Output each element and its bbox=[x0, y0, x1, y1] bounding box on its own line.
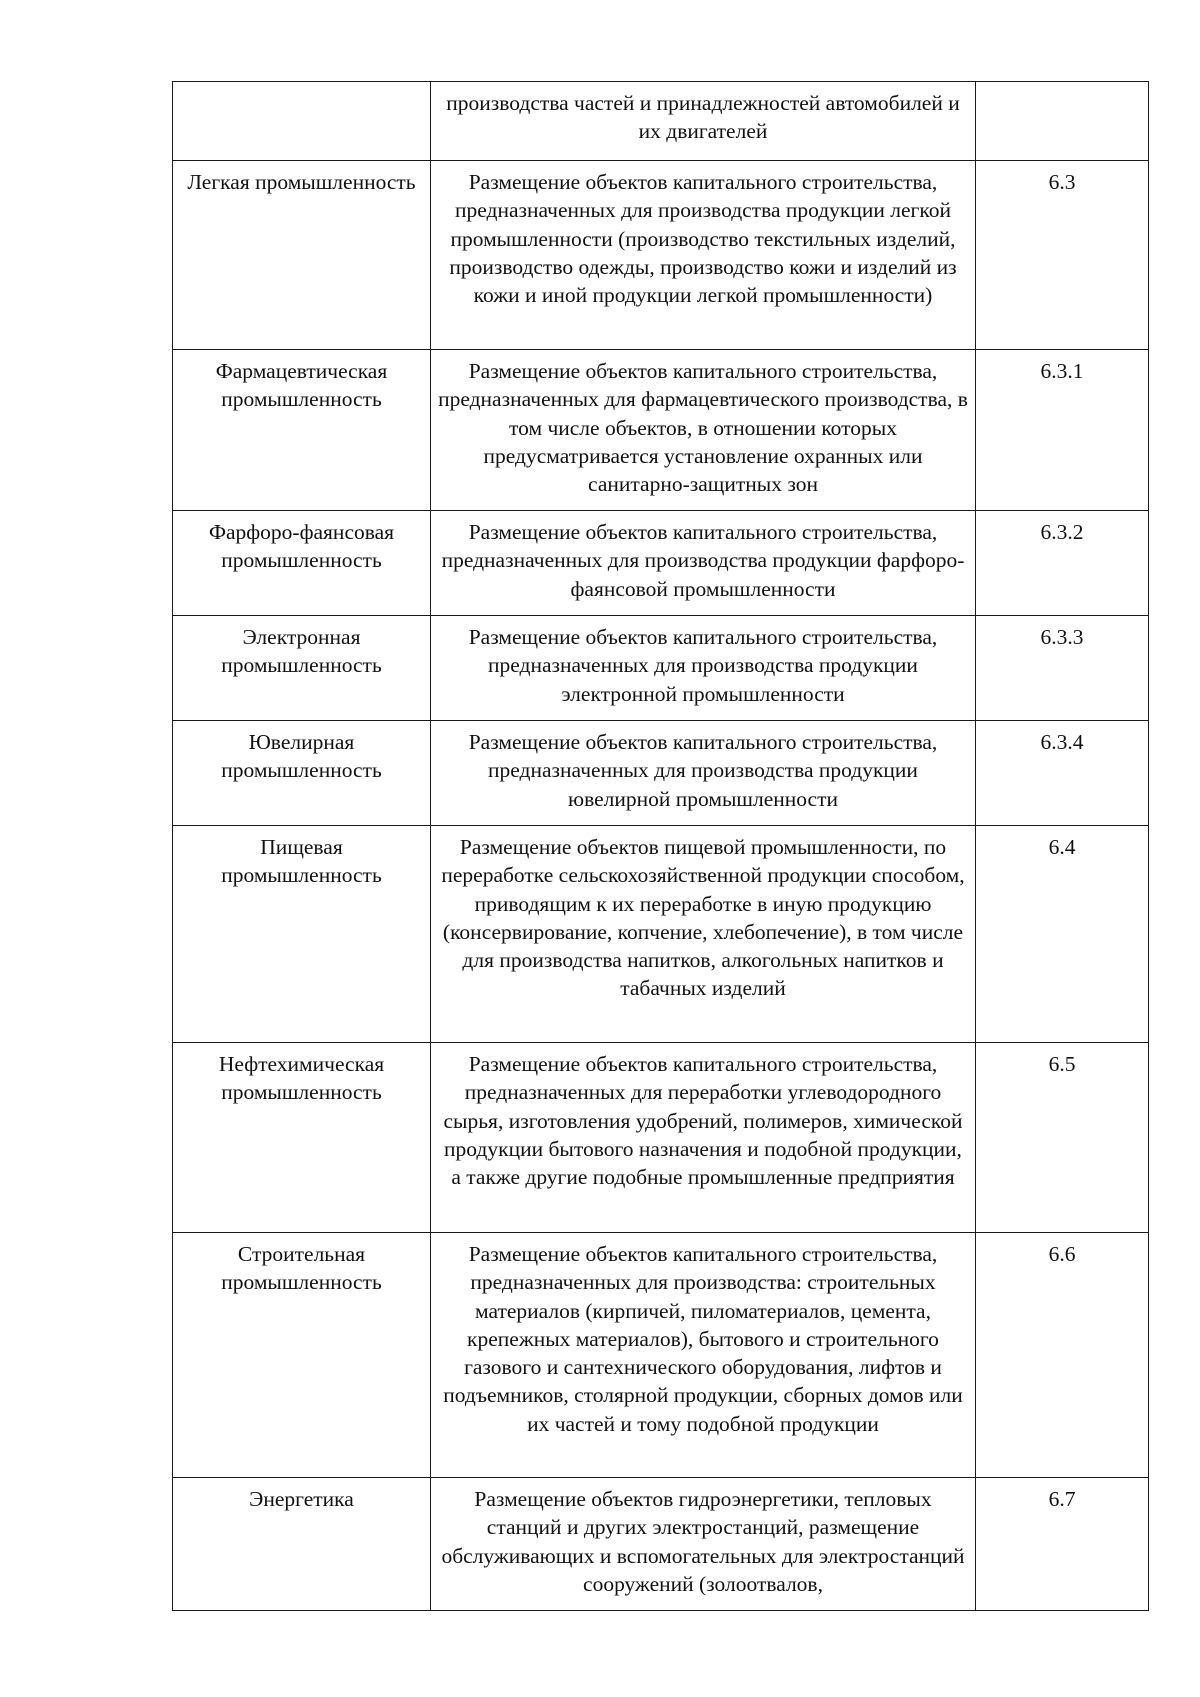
use-description-cell: Размещение объектов капитального строительства, предназначенных для производства продукции фарфоро-фаянсовой промышленности bbox=[431, 511, 976, 616]
use-name-cell bbox=[173, 82, 431, 161]
use-name-cell: Легкая промышленность bbox=[173, 161, 431, 350]
use-description-cell: Размещение объектов капитального строительства, предназначенных для фармацевтического производства, в том числе объектов, в отношении которых предусматривается установление охранных или санитарно-защитных зон bbox=[431, 350, 976, 511]
use-name-cell: Фармацевтическая промышленность bbox=[173, 350, 431, 511]
table-row bbox=[173, 826, 1149, 1043]
use-name-cell: Пищевая промышленность bbox=[173, 826, 431, 1043]
use-code-cell: 6.5 bbox=[976, 1043, 1149, 1233]
use-name-cell: Ювелирная промышленность bbox=[173, 721, 431, 826]
use-description-cell: производства частей и принадлежностей автомобилей и их двигателей bbox=[431, 82, 976, 161]
table-row bbox=[173, 1478, 1149, 1611]
use-name-cell: Энергетика bbox=[173, 1478, 431, 1611]
use-name-cell: Электронная промышленность bbox=[173, 616, 431, 721]
use-code-cell: 6.3.4 bbox=[976, 721, 1149, 826]
table-row bbox=[173, 1233, 1149, 1478]
use-description-cell: Размещение объектов капитального строительства, предназначенных для производства: строительных материалов (кирпичей, пиломатериалов, цемента, крепежных материалов), бытового и строительного газового и сантехнического оборудования, лифтов и подъемников, столярной продукции, сборных домов или их частей и тому подобной продукции bbox=[431, 1233, 976, 1478]
use-code-cell: 6.3 bbox=[976, 161, 1149, 350]
use-code-cell: 6.6 bbox=[976, 1233, 1149, 1478]
use-name-cell: Фарфоро-фаянсовая промышленность bbox=[173, 511, 431, 616]
land-use-table bbox=[172, 81, 1149, 1611]
use-code-cell bbox=[976, 82, 1149, 161]
table-row bbox=[173, 1043, 1149, 1233]
use-name-cell: Строительная промышленность bbox=[173, 1233, 431, 1478]
table-row bbox=[173, 721, 1149, 826]
table-row bbox=[173, 616, 1149, 721]
use-code-cell: 6.7 bbox=[976, 1478, 1149, 1611]
table-row bbox=[173, 511, 1149, 616]
table-row bbox=[173, 161, 1149, 350]
use-description-cell: Размещение объектов гидроэнергетики, тепловых станций и других электростанций, размещение обслуживающих и вспомогательных для электростанций сооружений (золоотвалов, bbox=[431, 1478, 976, 1611]
use-description-cell: Размещение объектов капитального строительства, предназначенных для производства продукции электронной промышленности bbox=[431, 616, 976, 721]
use-code-cell: 6.4 bbox=[976, 826, 1149, 1043]
use-description-cell: Размещение объектов пищевой промышленности, по переработке сельскохозяйственной продукции способом, приводящим к их переработке в иную продукцию (консервирование, копчение, хлебопечение), в том числе для производства напитков, алкогольных напитков и табачных изделий bbox=[431, 826, 976, 1043]
use-name-cell: Нефтехимическая промышленность bbox=[173, 1043, 431, 1233]
use-code-cell: 6.3.2 bbox=[976, 511, 1149, 616]
table-row bbox=[173, 350, 1149, 511]
table-row bbox=[173, 82, 1149, 161]
use-code-cell: 6.3.1 bbox=[976, 350, 1149, 511]
use-description-cell: Размещение объектов капитального строительства, предназначенных для переработки углеводородного сырья, изготовления удобрений, полимеров, химической продукции бытового назначения и подобной продукции, а также другие подобные промышленные предприятия bbox=[431, 1043, 976, 1233]
use-code-cell: 6.3.3 bbox=[976, 616, 1149, 721]
use-description-cell: Размещение объектов капитального строительства, предназначенных для производства продукции легкой промышленности (производство текстильных изделий, производство одежды, производство кожи и изделий из кожи и иной продукции легкой промышленности) bbox=[431, 161, 976, 350]
use-description-cell: Размещение объектов капитального строительства, предназначенных для производства продукции ювелирной промышленности bbox=[431, 721, 976, 826]
